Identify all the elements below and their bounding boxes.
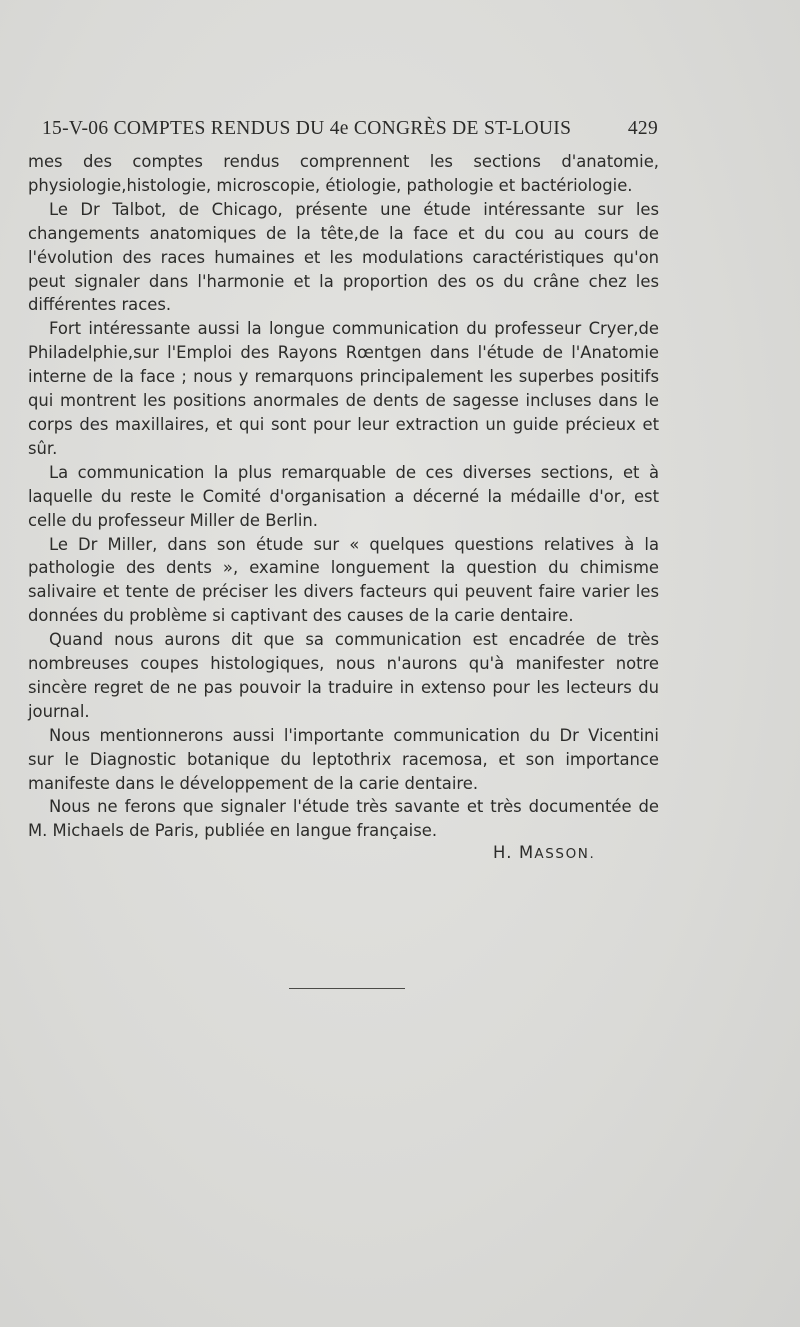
page-number: 429 — [627, 118, 658, 139]
paragraph-vicentini: Nous mentionnerons aussi l'importante communication du Dr Vicentini sur le Diagnostic botanique du leptothrix racemosa, et son importance manifeste dans le développement de la carie dentaire. — [28, 725, 659, 793]
paragraph-continuation: mes des comptes rendus comprennent les sections d'anatomie, physiologie,histologie, microscopie, étiologie, pathologie et bactériologie. — [28, 152, 659, 195]
paragraph-miller-study: Le Dr Miller, dans son étude sur « quelques questions relatives à la pathologie des dents », examine longuement la question du chimisme salivaire et tente de préciser les divers facteurs qui peuvent faire varier les données du problème si captivant des causes de la carie dentaire. — [28, 534, 659, 626]
end-rule — [289, 988, 405, 989]
paragraph-miller-medal: La communication la plus remarquable de ces diverses sections, et à laquelle du reste le Comité d'organisation a décerné la médaille d'or, est celle du professeur Miller de Berlin. — [28, 462, 659, 530]
signature-rest: ASSON. — [534, 846, 596, 862]
running-head — [28, 118, 658, 144]
signature-initial: H. M — [493, 843, 535, 862]
paragraph-talbot: Le Dr Talbot, de Chicago, présente une étude intéressante sur les changements anatomiques de la tête,de la face et du cou au cours de l'évolution des races humaines et les modulations caractéristiques qu'on peut signaler dans l'harmonie et la proportion des os du crâne chez les différentes races. — [28, 199, 659, 315]
running-head-date: 15-V-06 — [42, 118, 114, 139]
paragraph-michaels: Nous ne ferons que signaler l'étude très savante et très documentée de M. Michaels de Paris, publiée en langue française. — [28, 797, 659, 841]
author-signature — [493, 843, 595, 862]
running-head-title — [28, 118, 628, 140]
paragraph-cryer: Fort intéressante aussi la longue communication du professeur Cryer,de Philadelphie,sur l'Emploi des Rayons Rœntgen dans l'étude de l'Anatomie interne de la face ; nous y remarquons principalement les superbes positifs qui montrent les positions anormales de dents de sagesse incluses dans le corps des maxillaires, et qui sont pour leur extraction un guide précieux et sûr. — [28, 319, 659, 458]
running-head-text: COMPTES RENDUS DU 4e CONGRÈS DE ST-LOUIS — [113, 118, 572, 139]
article-body — [28, 150, 659, 843]
paragraph-regret: Quand nous aurons dit que sa communication est encadrée de très nombreuses coupes histologiques, nous n'aurons qu'à manifester notre sincère regret de ne pas pouvoir la traduire in extenso pour les lecteurs du journal. — [28, 630, 659, 721]
